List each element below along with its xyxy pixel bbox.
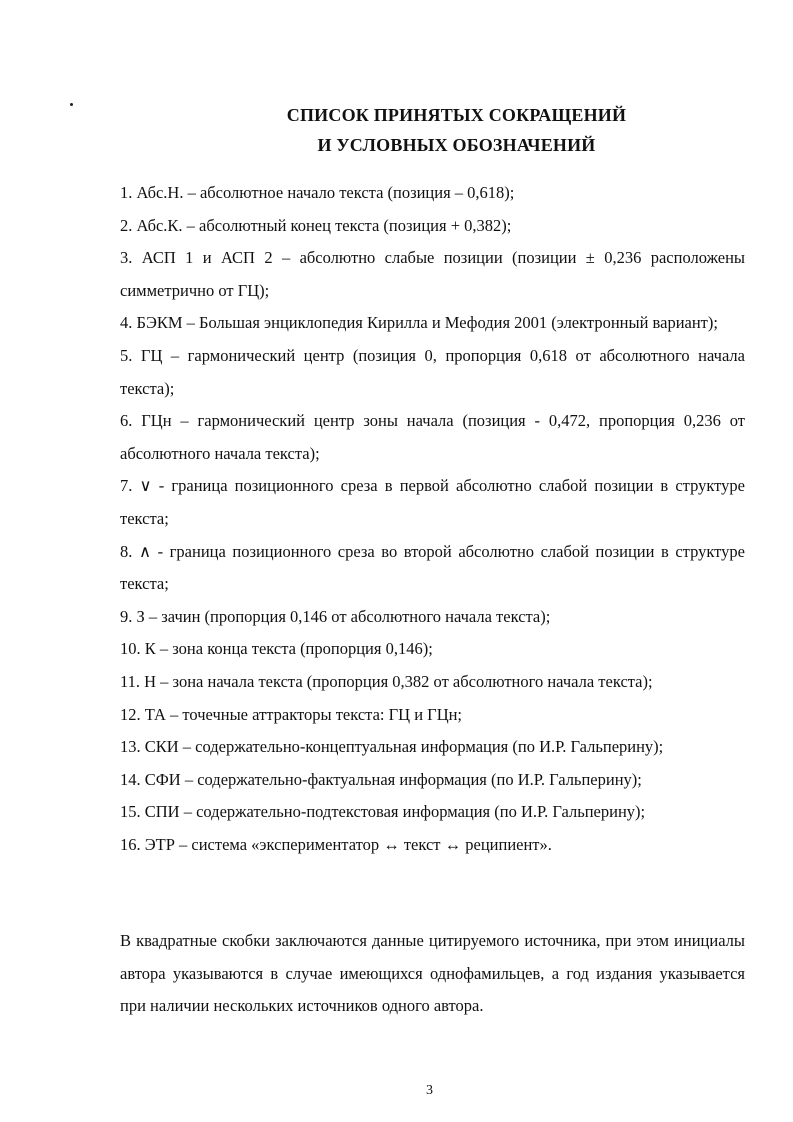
list-item: 13. СКИ – содержательно-концептуальная информация (по И.Р. Гальперину); bbox=[120, 737, 664, 757]
list-item: 4. БЭКМ – Большая энциклопедия Кирилла и Мефодия 2001 (электронный вариант); bbox=[120, 313, 718, 333]
page-title bbox=[0, 100, 793, 160]
list-item: 11. Н – зона начала текста (пропорция 0,382 от абсолютного начала текста); bbox=[120, 671, 653, 691]
list-item: 2. Абс.К. – абсолютный конец текста (позиция + 0,382); bbox=[120, 215, 512, 235]
list-item: 10. К – зона конца текста (пропорция 0,146); bbox=[120, 639, 433, 659]
list-item: 3. АСП 1 и АСП 2 – абсолютно слабые позиции (позиции ± 0,236 расположены симметрично от ГЦ); bbox=[120, 248, 745, 300]
abbreviations-list bbox=[120, 177, 745, 861]
title-line-2: И УСЛОВНЫХ ОБОЗНАЧЕНИЙ bbox=[317, 135, 596, 155]
citation-note: В квадратные скобки заключаются данные цитируемого источника, при этом инициалы автора указываются в случае имеющихся однофамильцев, а год издания указывается при наличии нескольких источников одного автора. bbox=[120, 931, 745, 1016]
title-line-1: СПИСОК ПРИНЯТЫХ СОКРАЩЕНИЙ bbox=[286, 105, 627, 125]
list-item: 15. СПИ – содержательно-подтекстовая информация (по И.Р. Гальперину); bbox=[120, 802, 646, 822]
list-item: 1. Абс.Н. – абсолютное начало текста (позиция – 0,618); bbox=[120, 183, 515, 202]
list-item: 14. СФИ – содержательно-фактуальная информация (по И.Р. Гальперину); bbox=[120, 769, 642, 789]
page-number: 3 bbox=[426, 1083, 433, 1098]
list-item: 5. ГЦ – гармонический центр (позиция 0, пропорция 0,618 от абсолютного начала текста); bbox=[120, 345, 745, 398]
list-item: 8. ∧ - граница позиционного среза во второй абсолютно слабой позиции в структуре текста; bbox=[120, 541, 745, 594]
list-item: 9. З – зачин (пропорция 0,146 от абсолютного начала текста); bbox=[120, 606, 551, 626]
list-item: 16. ЭТР – система «экспериментатор ↔ текст ↔ реципиент». bbox=[120, 834, 552, 854]
list-item: 6. ГЦн – гармонический центр зоны начала (позиция - 0,472, пропорция 0,236 от абсолютного начала текста); bbox=[120, 411, 745, 463]
list-item: 7. ∨ - граница позиционного среза в первой абсолютно слабой позиции в структуре текста; bbox=[120, 476, 745, 528]
list-item: 12. ТА – точечные аттракторы текста: ГЦ и ГЦн; bbox=[120, 704, 463, 724]
